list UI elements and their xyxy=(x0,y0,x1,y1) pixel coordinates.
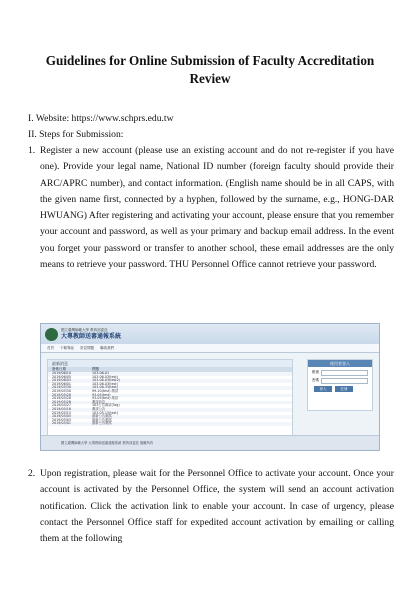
row-date: 2019/05/27 xyxy=(52,403,72,408)
nav-faq[interactable]: 常見問題 xyxy=(80,345,94,350)
row-date: 2019/05/30 xyxy=(52,385,72,390)
row-date: 2019/05/01 xyxy=(52,421,72,426)
step-1-text: Register a new account (please use an existing account and do not re-register if you have one). Provide your legal name, National ID number (foreign faculty should provide their ARC/APRC number), and contact information. (English name should be in all CAPS, with the given name first, connected by a hyphen, followed by the surname, e.g., HONG-DAR HWUANG) After registering and activating your account, please ensure that you remember your account and password, as well as your primary and backup email address. In the event you forget your password or transfer to another school, these email addresses are the only means to retrieve your password. THU Personnel Office cannot retrieve your password. xyxy=(40,145,394,271)
row-date: 2019/06/01 xyxy=(52,381,72,386)
step-2-number: 2. xyxy=(28,468,36,479)
row-title: 103-06-03(test) xyxy=(92,381,118,386)
row-title: 最新公告測試 xyxy=(92,421,112,426)
row-title: 93-05(test) xyxy=(92,392,111,397)
section-steps: II. Steps for Submission: xyxy=(28,129,124,140)
news-rows xyxy=(48,372,292,426)
register-button[interactable]: 註冊 xyxy=(335,386,353,392)
row-title: 測試公告 xyxy=(92,406,106,411)
row-title: 103公告測試(Tag) xyxy=(92,403,120,408)
row-title: 最新公告測試 xyxy=(92,414,112,419)
screenshot-nav xyxy=(41,344,379,353)
login-button[interactable]: 登入 xyxy=(314,386,332,392)
password-input[interactable] xyxy=(321,378,368,384)
step-2 xyxy=(28,466,394,547)
table-row[interactable] xyxy=(48,422,292,426)
row-date: 2019/05/03 xyxy=(52,417,72,422)
row-title: 103-06-35(test) xyxy=(92,385,118,390)
account-input[interactable] xyxy=(321,370,368,376)
col-date-header: 發佈日期 xyxy=(52,367,66,371)
row-date: 2019/05/28 xyxy=(52,399,72,404)
website-screenshot xyxy=(40,323,380,451)
row-title: 103-06-03(test2) xyxy=(92,378,121,383)
row-date: 2019/06/03 xyxy=(52,378,72,383)
row-title: 最新公告測試 xyxy=(92,417,112,422)
password-label: 密碼 xyxy=(312,378,319,382)
row-title: 103-06-03(test) xyxy=(92,374,118,379)
nav-contact[interactable]: 聯絡我們 xyxy=(100,345,114,350)
site-name: 大專教師送審通報系統 xyxy=(61,333,122,340)
row-date: 2019/05/05 xyxy=(52,414,72,419)
row-date: 2019/05/28 xyxy=(52,396,72,401)
news-list-panel xyxy=(47,359,293,439)
footer-text: 國立臺灣師範大學 大專教師送審通報系統 教育部委託 版權所有 xyxy=(61,441,154,445)
row-title: 103-05-15(test) xyxy=(92,410,118,415)
login-panel xyxy=(307,359,373,411)
account-label: 帳號 xyxy=(312,370,319,374)
row-date: 2019/05/15 xyxy=(52,410,72,415)
page-title: Guidelines for Online Submission of Faculty Accreditation Review xyxy=(45,53,375,86)
nav-downloads[interactable]: 下載專區 xyxy=(60,345,74,350)
site-logo-icon xyxy=(45,328,58,341)
screenshot-header xyxy=(41,324,379,344)
row-title: 測試訊息 xyxy=(92,399,106,404)
row-title: 103-06-01 xyxy=(92,371,110,375)
row-date: 2019/06/05 xyxy=(52,374,72,379)
login-title: 使用者登入 xyxy=(308,360,372,367)
nav-home[interactable]: 首頁 xyxy=(47,345,54,350)
account-field-row xyxy=(312,370,368,375)
step-2-text: Upon registration, please wait for the Personnel Office to activate your account. Once your account is activated by the Personnel Office, the system will send an account activation notification. Click the activation link to enable your account. In case of urgency, please contact the Personnel Office staff for expedited account activation by emailing or calling them at the following xyxy=(40,468,394,545)
screenshot-footer xyxy=(41,435,379,450)
col-title-header: 標題 xyxy=(92,367,99,371)
step-1 xyxy=(28,143,394,273)
screenshot-main xyxy=(41,353,379,437)
site-subtitle: 國立臺灣師範大學 教育部委託 xyxy=(61,328,108,332)
section-website: I. Website: https://www.schprs.edu.tw xyxy=(28,113,174,124)
row-date: 2019/05/30 xyxy=(52,388,72,393)
login-buttons xyxy=(314,386,368,392)
row-date: 2019/06/10 xyxy=(52,371,72,375)
row-title: 99-10(test) 測試 xyxy=(92,388,119,393)
row-title: 93-05(test) 測試 xyxy=(92,396,119,401)
row-date: 2019/05/16 xyxy=(52,406,72,411)
password-field-row xyxy=(312,378,368,383)
row-date: 2019/05/28 xyxy=(52,392,72,397)
step-1-number: 1. xyxy=(28,145,36,156)
news-list-title: 最新消息 xyxy=(48,360,292,367)
